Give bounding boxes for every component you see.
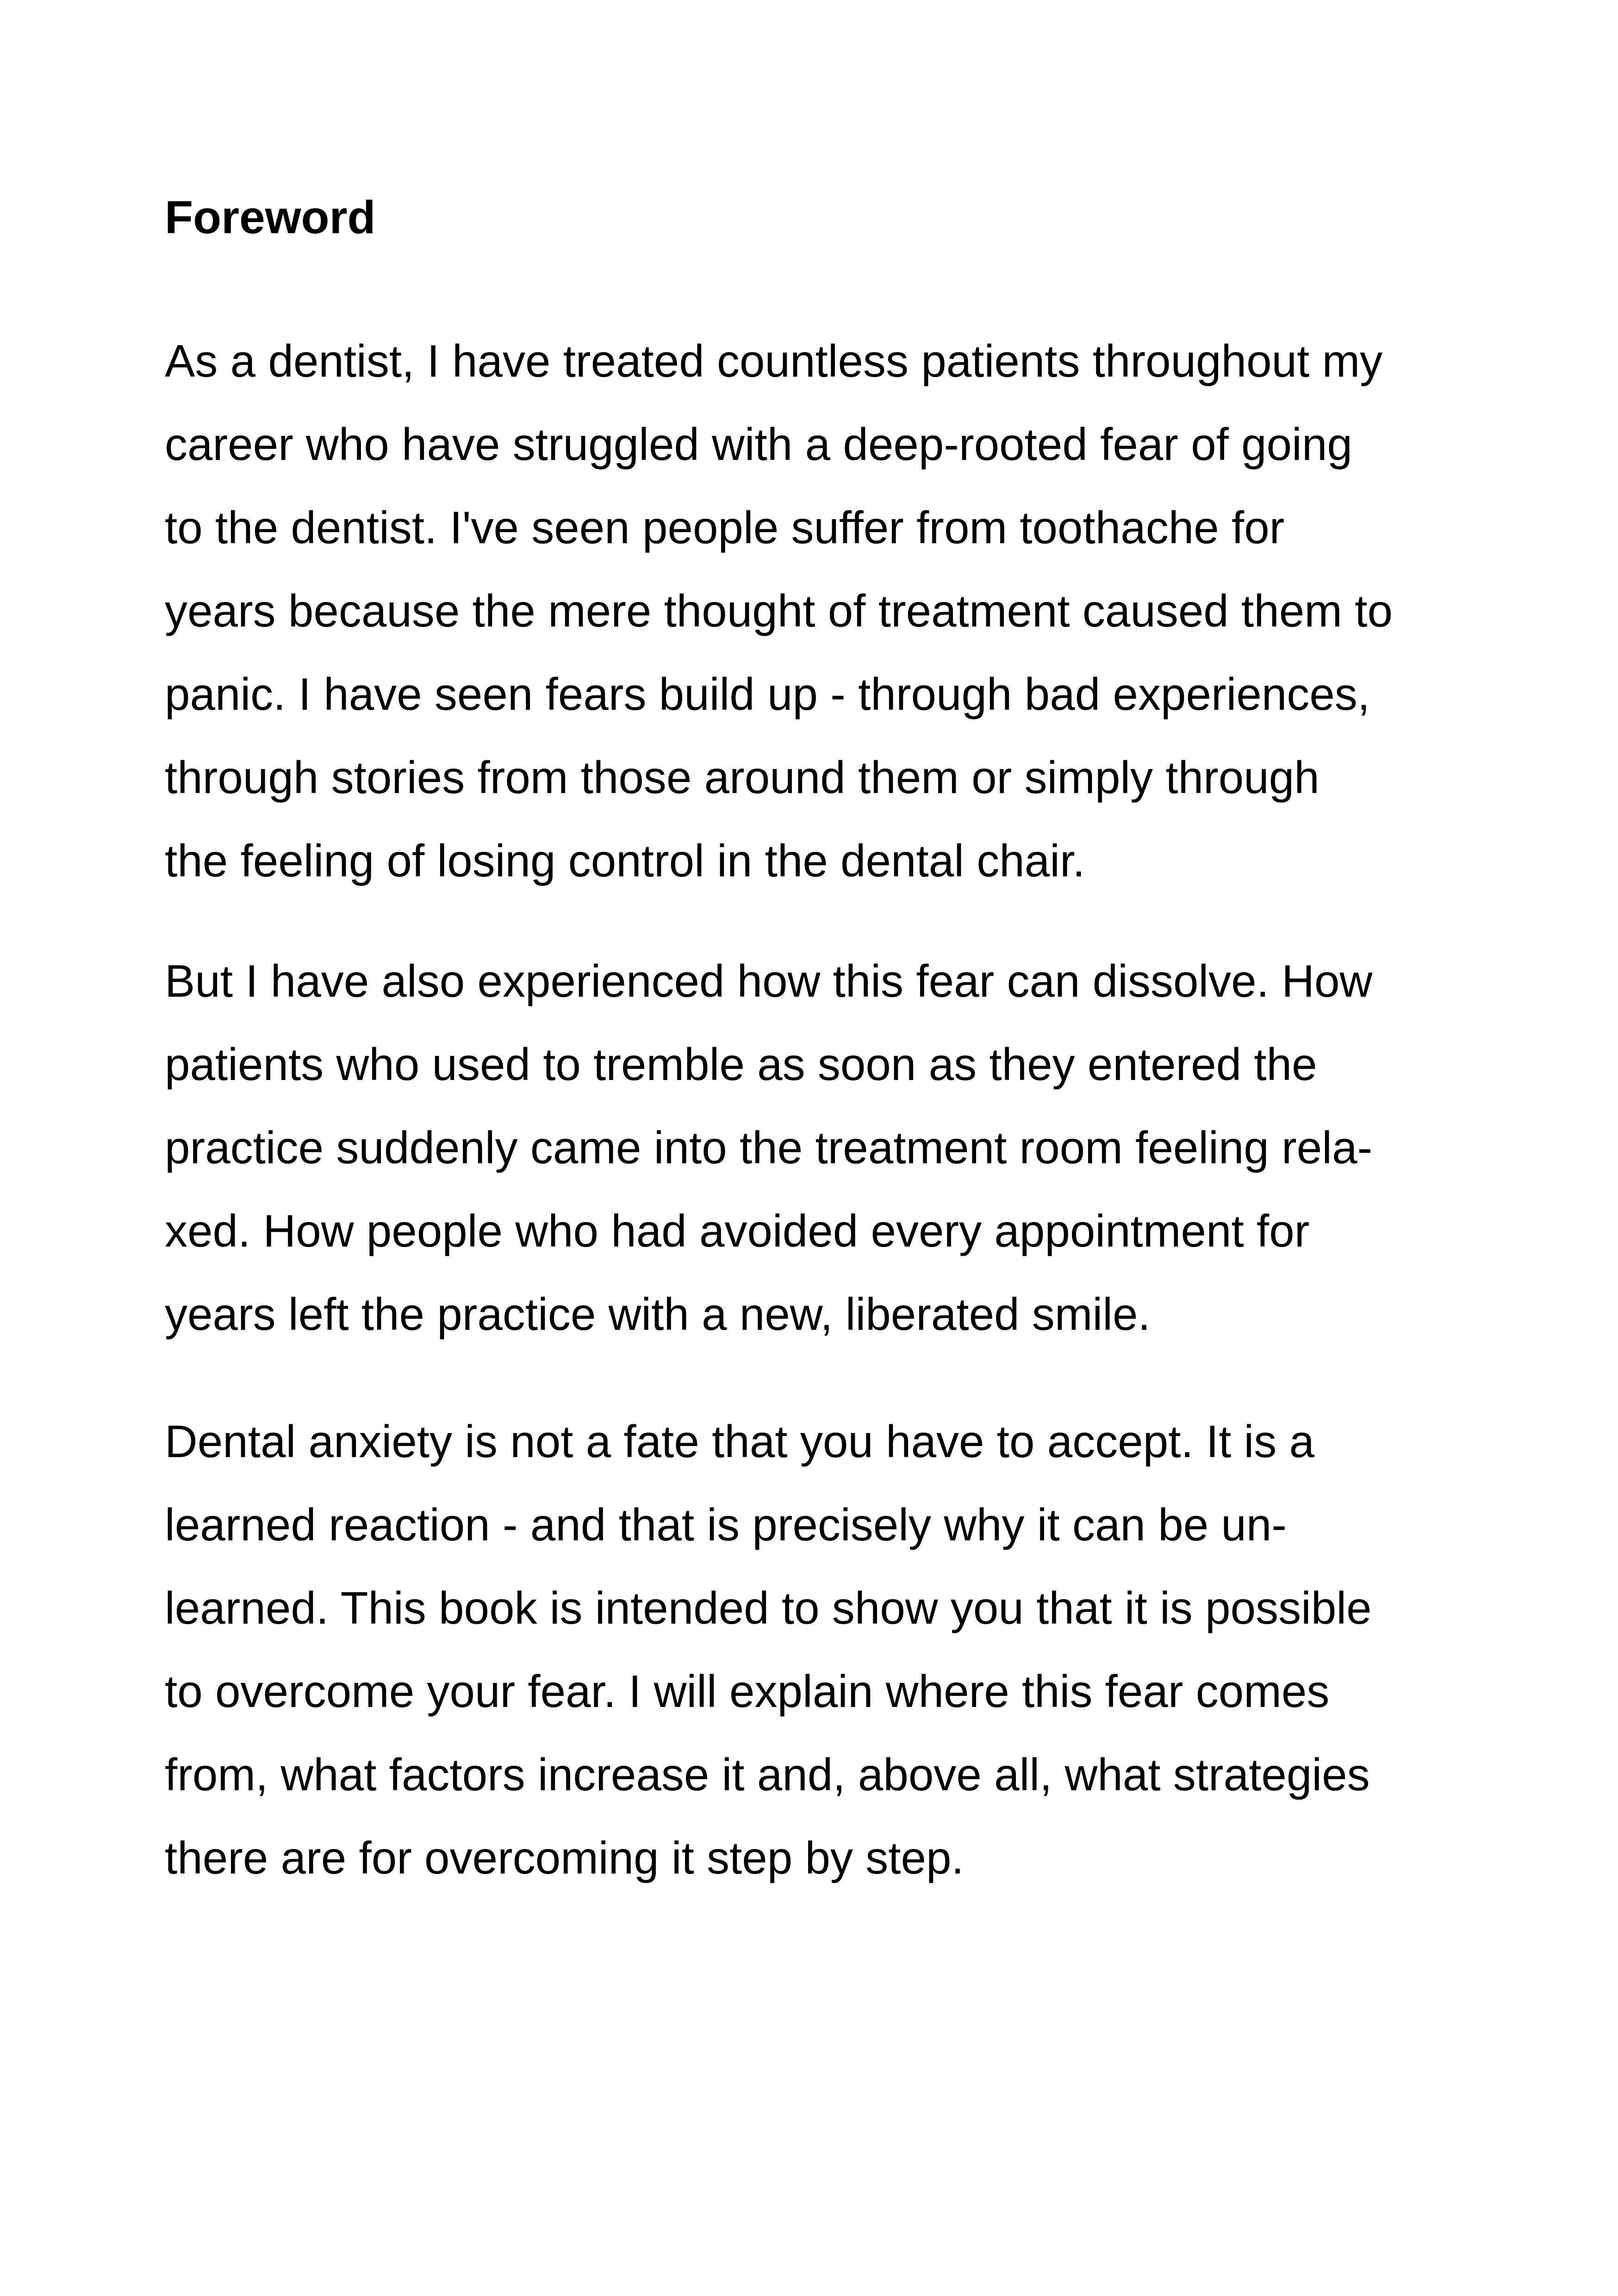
page-title: Foreword xyxy=(165,192,376,243)
paragraph-line: there are for overcoming it step by step. xyxy=(165,1832,964,1883)
paragraph-line: career who have struggled with a deep-rooted fear of going xyxy=(165,419,1352,470)
paragraph-line: from, what factors increase it and, above all, what strategies xyxy=(165,1749,1370,1800)
paragraph-line: Dental anxiety is not a fate that you have to accept. It is a xyxy=(165,1416,1315,1467)
paragraph-line: years left the practice with a new, liberated smile. xyxy=(165,1289,1151,1340)
paragraph-line: panic. I have seen fears build up - through bad experiences, xyxy=(165,669,1370,720)
paragraph-2 xyxy=(165,939,1461,1356)
paragraph-1 xyxy=(165,319,1461,902)
paragraph-line: But I have also experienced how this fear can dissolve. How xyxy=(165,956,1373,1006)
paragraph-line: As a dentist, I have treated countless patients throughout my xyxy=(165,335,1383,386)
paragraph-line: through stories from those around them or simply through xyxy=(165,752,1319,803)
paragraph-line: to overcome your fear. I will explain where this fear comes xyxy=(165,1666,1330,1717)
paragraph-line: learned. This book is intended to show you that it is possible xyxy=(165,1582,1372,1633)
paragraph-3 xyxy=(165,1400,1461,1899)
paragraph-line: patients who used to tremble as soon as they entered the xyxy=(165,1039,1317,1090)
paragraph-line: learned reaction - and that is precisely why it can be un- xyxy=(165,1499,1287,1550)
paragraph-line: to the dentist. I've seen people suffer from toothache for xyxy=(165,502,1285,553)
paragraph-line: the feeling of losing control in the dental chair. xyxy=(165,835,1085,886)
paragraph-line: practice suddenly came into the treatment room feeling rela- xyxy=(165,1122,1373,1173)
paragraph-line: years because the mere thought of treatment caused them to xyxy=(165,585,1393,636)
paragraph-line: xed. How people who had avoided every appointment for xyxy=(165,1205,1310,1256)
